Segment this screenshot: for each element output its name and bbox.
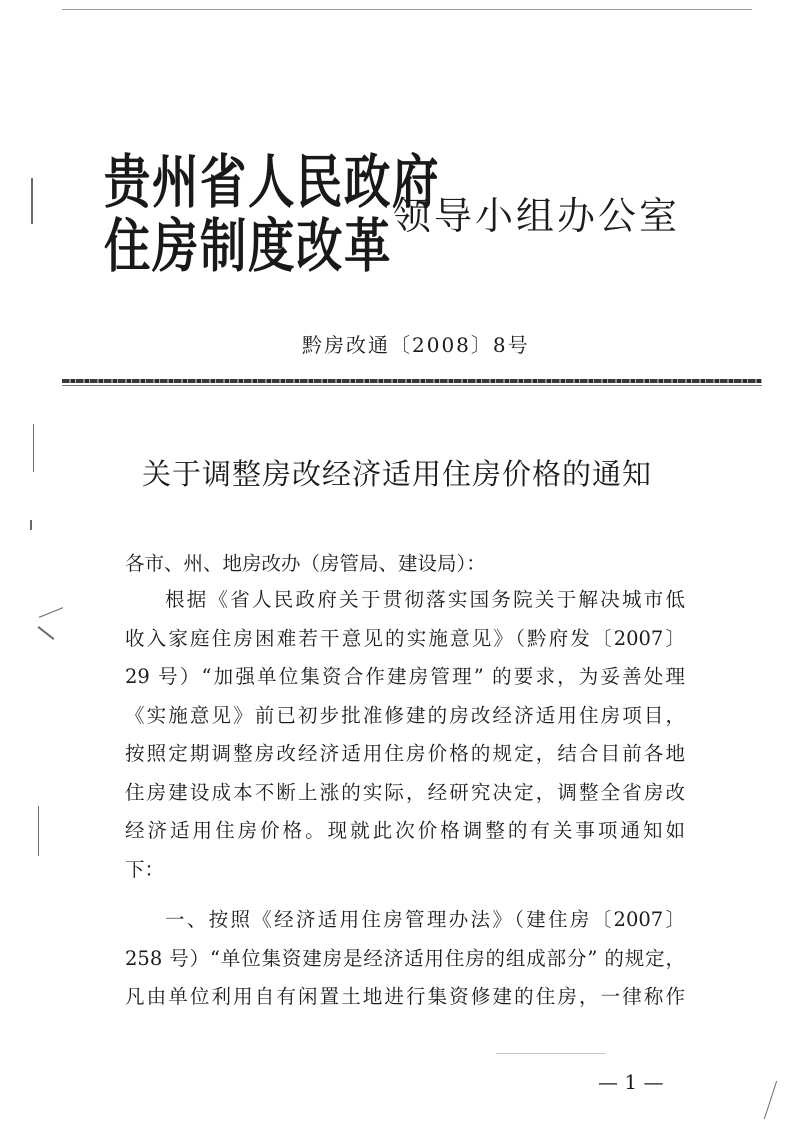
paragraph-line: 收入家庭住房困难若干意见的实施意见》（黔府发〔2007〕 xyxy=(125,626,685,650)
page-number: — 1 — xyxy=(598,1070,664,1094)
paragraph-line: 按照定期调整房改经济适用住房价格的规定，结合目前各地 xyxy=(125,742,685,765)
scan-mark xyxy=(39,607,63,618)
org-name-line-2: 住房制度改革 xyxy=(104,212,393,280)
header-divider-thin xyxy=(62,385,762,386)
scan-edge-line xyxy=(62,9,752,10)
scan-mark xyxy=(30,520,32,530)
scan-mark xyxy=(38,626,55,640)
scan-mark xyxy=(764,1081,777,1119)
scan-mark xyxy=(38,806,39,856)
paragraph-line: 经济适用住房价格。现就此次价格调整的有关事项通知如 xyxy=(125,819,685,842)
paragraph-line: 29 号）“加强单位集资合作建房管理” 的要求，为妥善处理 xyxy=(125,665,685,688)
scan-mark xyxy=(496,1053,606,1054)
document-body xyxy=(125,581,685,1017)
addressee: 各市、州、地房改办（房管局、建设局）： xyxy=(125,552,486,575)
document-number: 黔房改通〔2008〕8号 xyxy=(302,333,530,357)
paragraph-line: 根据《省人民政府关于贯彻落实国务院关于解决城市低 xyxy=(165,588,685,611)
office-name: 领导小组办公室 xyxy=(393,194,681,238)
paragraph-line: 凡由单位利用自有闲置土地进行集资修建的住房，一律称作 xyxy=(125,985,685,1008)
header-divider xyxy=(62,379,762,383)
paragraph-line: 《实施意见》前已初步批准修建的房改经济适用住房项目， xyxy=(125,703,685,727)
scan-mark xyxy=(31,178,33,224)
paragraph-line: 下： xyxy=(125,857,165,881)
paragraph-line: 一、按照《经济适用住房管理办法》（建住房〔2007〕 xyxy=(165,908,685,931)
org-name-line-1: 贵州省人民政府 xyxy=(104,148,441,216)
paragraph-line: 住房建设成本不断上涨的实际，经研究决定，调整全省房改 xyxy=(125,780,685,804)
paragraph-line: 258 号）“单位集资建房是经济适用住房的组成部分” 的规定， xyxy=(125,946,685,970)
document-title: 关于调整房改经济适用住房价格的通知 xyxy=(141,457,652,491)
